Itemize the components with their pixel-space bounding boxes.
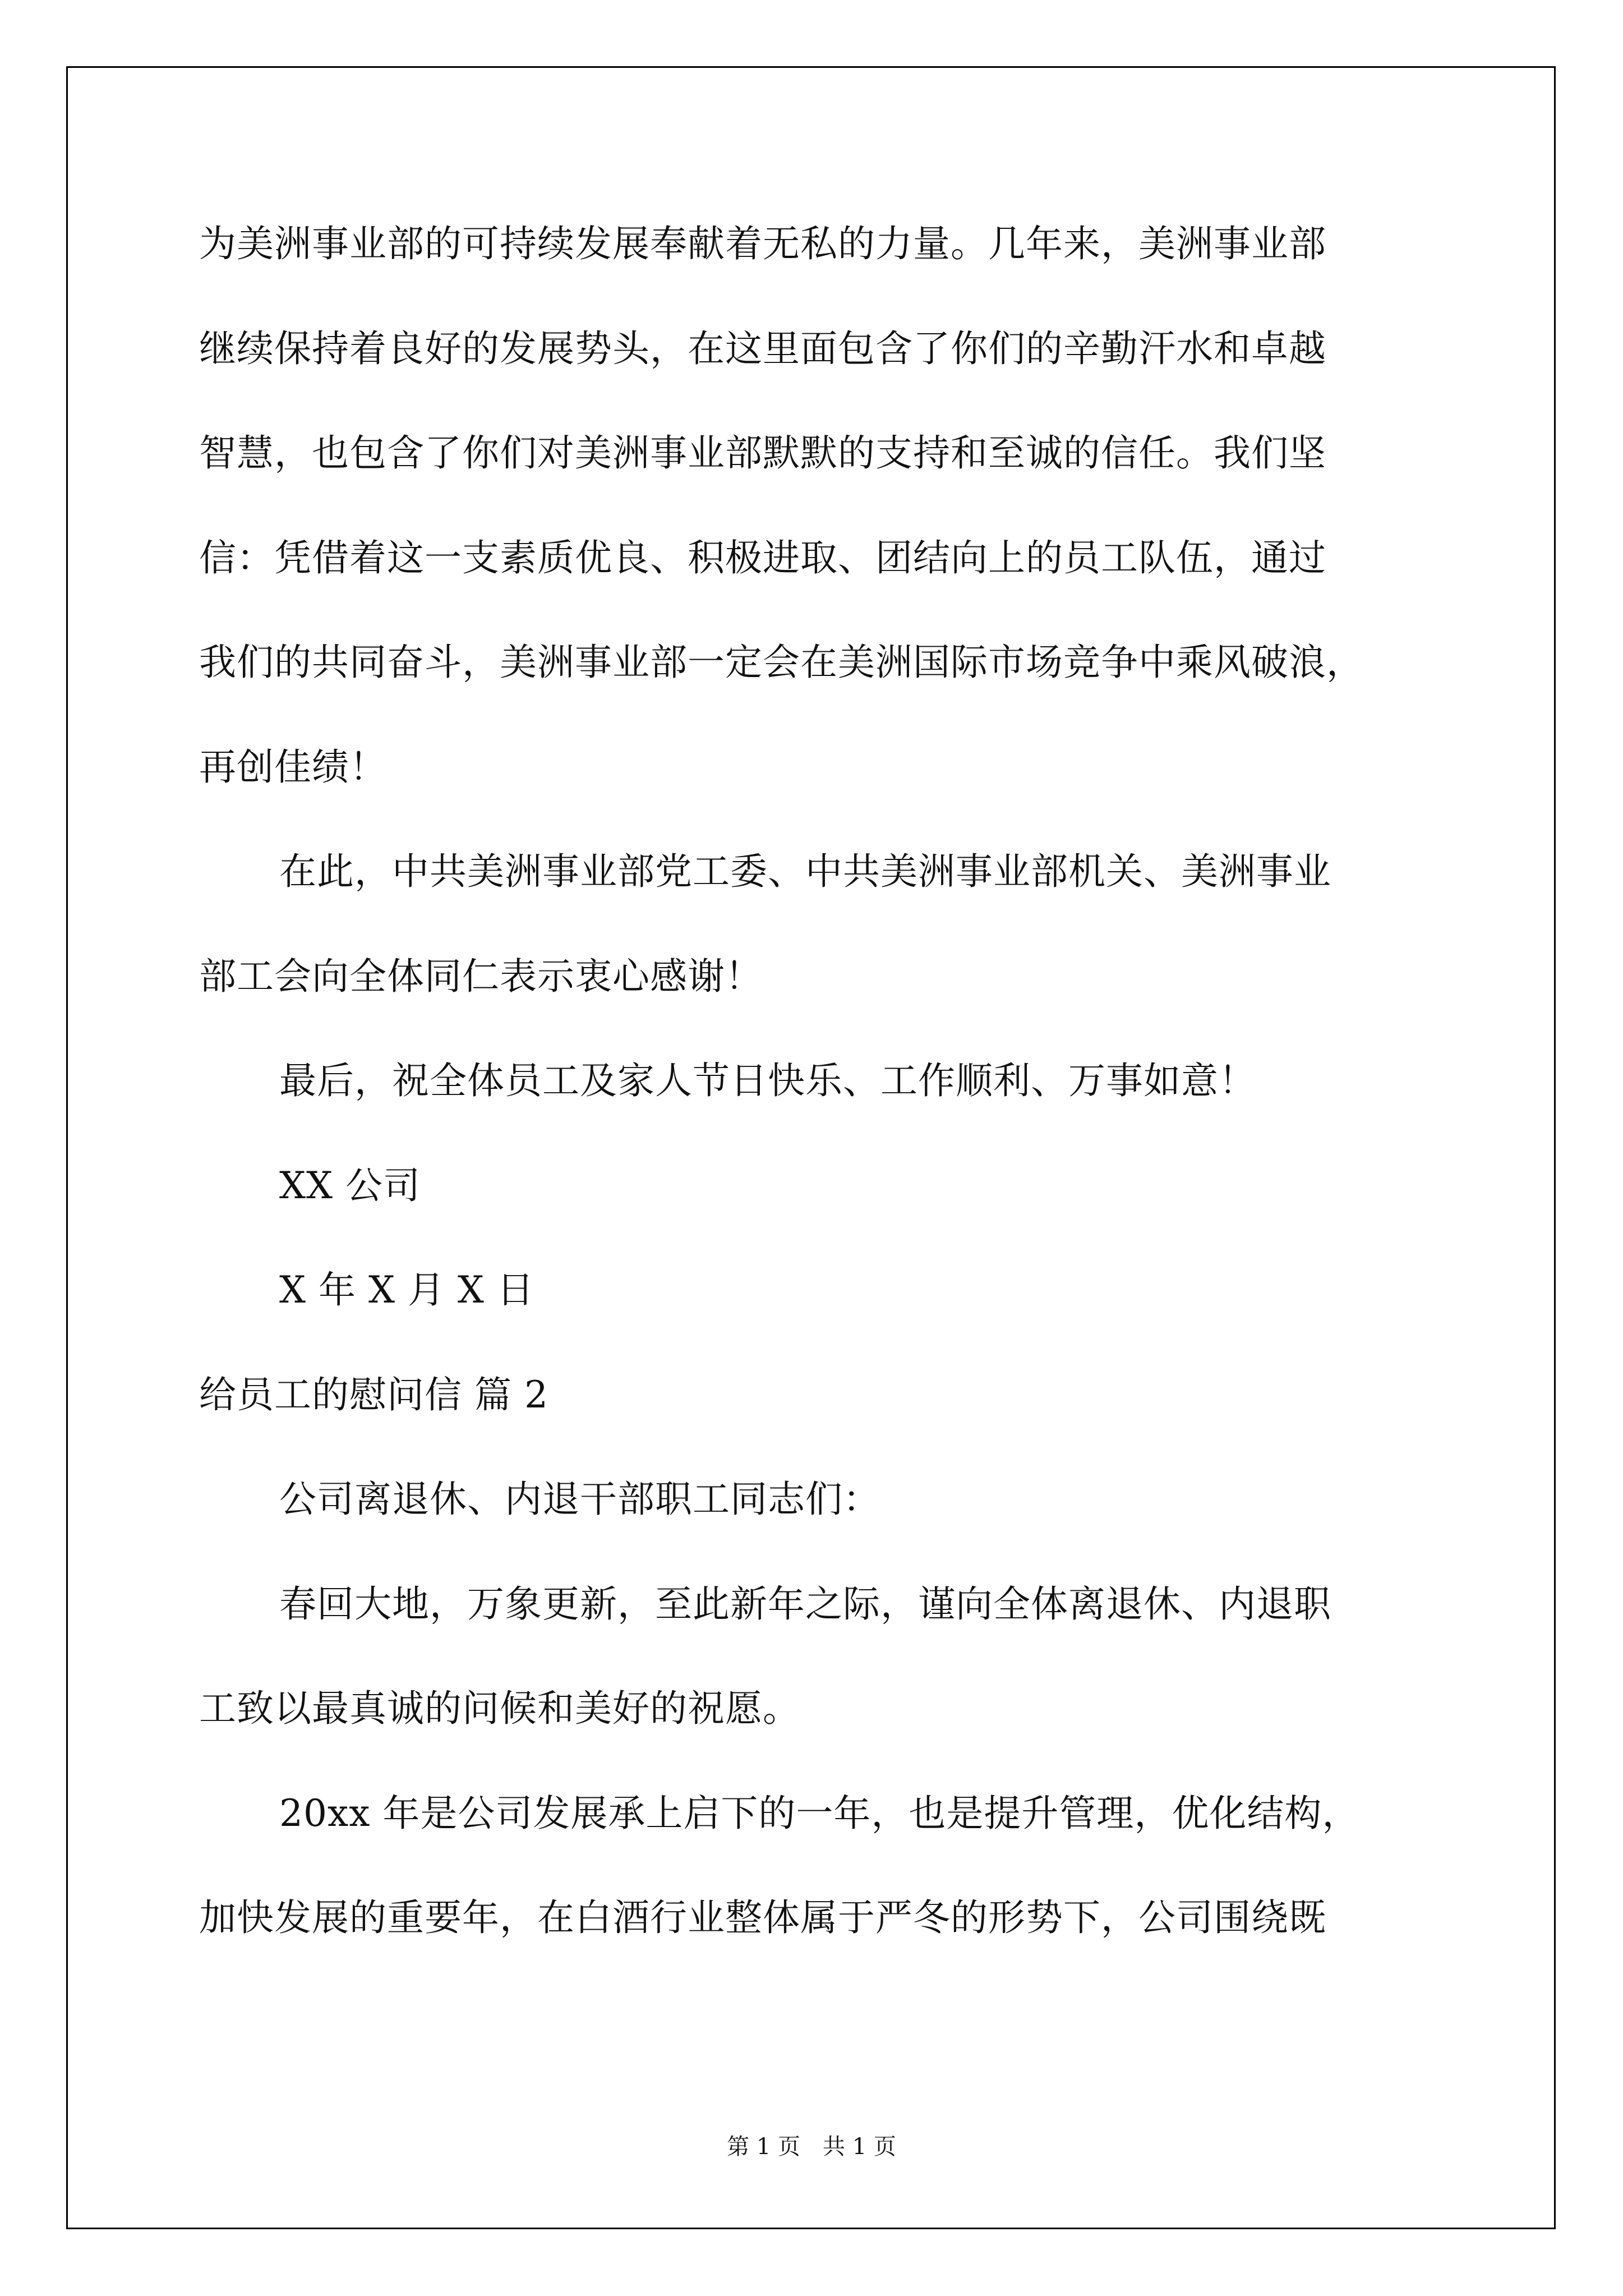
text-line: 20xx 年是公司发展承上启下的一年，也是提升管理，优化结构， xyxy=(279,1791,1360,1835)
text-line: 我们的共同奋斗，美洲事业部一定会在美洲国际市场竞争中乘风破浪， xyxy=(199,641,1364,684)
text-line: 工致以最真诚的问候和美好的祝愿。 xyxy=(199,1687,800,1730)
text-line: 再创佳绩！ xyxy=(199,745,387,789)
text-line: 继续保持着良好的发展势头，在这里面包含了你们的辛勤汗水和卓越 xyxy=(199,326,1326,370)
text-line: 信：凭借着这一支素质优良、积极进取、团结向上的员工队伍，通过 xyxy=(199,536,1326,579)
text-line: 为美洲事业部的可持续发展奉献着无私的力量。几年来，美洲事业部 xyxy=(199,222,1326,265)
signature-date: X 年 X 月 X 日 xyxy=(279,1268,534,1312)
signature-company: XX 公司 xyxy=(279,1163,421,1207)
text-line: 在此，中共美洲事业部党工委、中共美洲事业部机关、美洲事业 xyxy=(279,850,1331,893)
text-line: 部工会向全体同仁表示衷心感谢！ xyxy=(199,954,763,998)
text-line: 最后，祝全体员工及家人节日快乐、工作顺利、万事如意！ xyxy=(279,1059,1256,1102)
section-heading: 给员工的慰问信 篇 2 xyxy=(199,1373,548,1416)
text-line: 加快发展的重要年，在白酒行业整体属于严冬的形势下，公司围绕既 xyxy=(199,1896,1326,1939)
page-footer: 第 1 页 共 1 页 xyxy=(727,2134,896,2160)
text-line: 智慧，也包含了你们对美洲事业部默默的支持和至诚的信任。我们坚 xyxy=(199,431,1326,475)
text-line: 春回大地，万象更新，至此新年之际，谨向全体离退休、内退职 xyxy=(279,1582,1331,1626)
document-body xyxy=(199,216,1455,1995)
salutation: 公司离退休、内退干部职工同志们： xyxy=(279,1478,880,1521)
